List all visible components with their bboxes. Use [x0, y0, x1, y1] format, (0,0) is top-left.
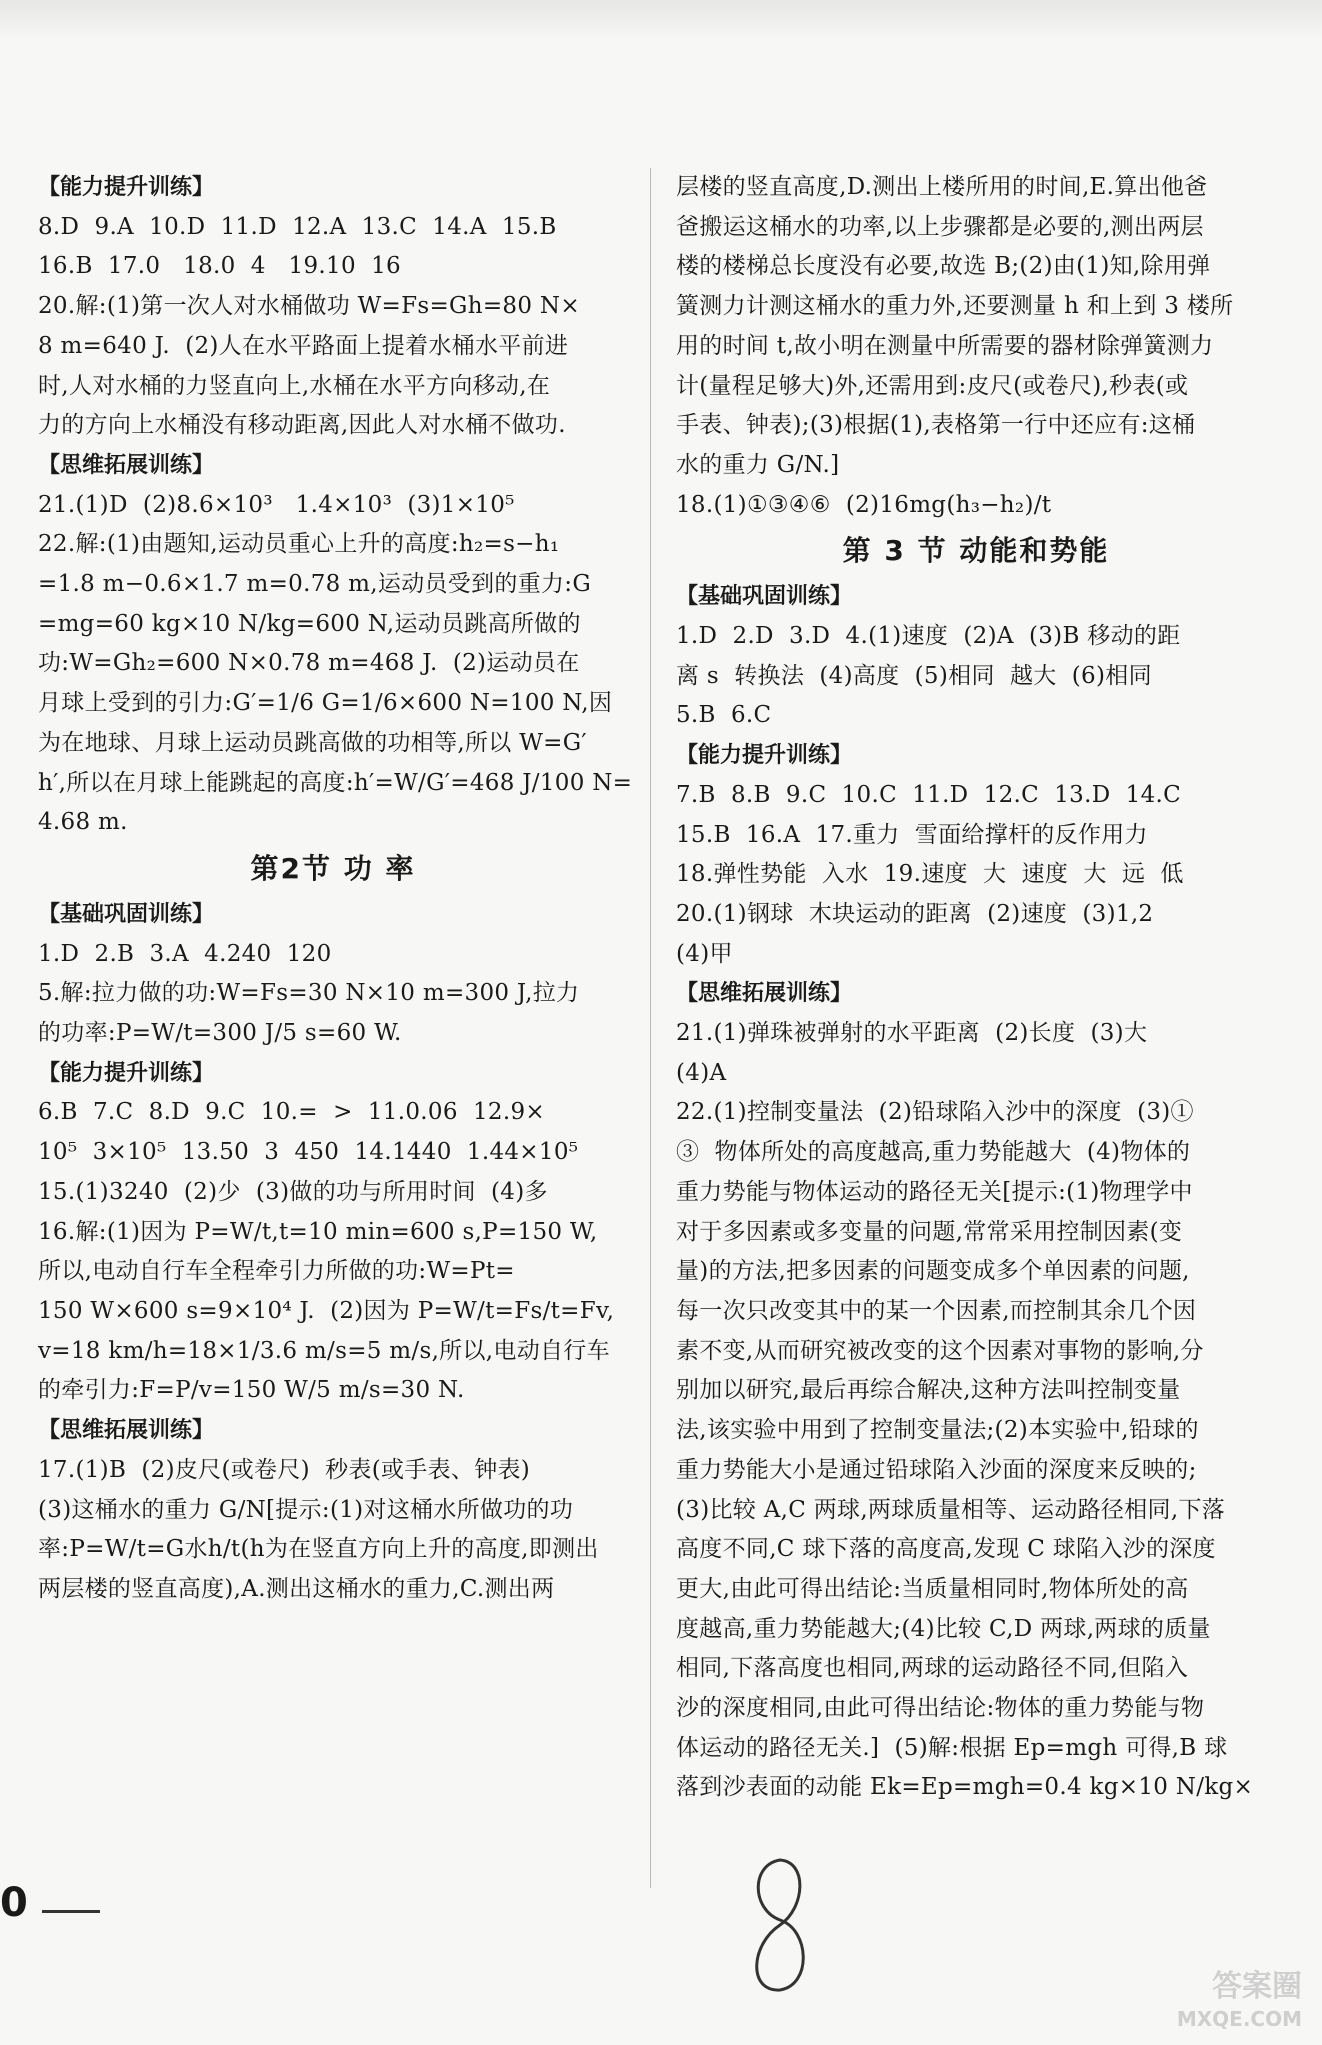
answer-line: 沙的深度相同,由此可得出结论:物体的重力势能与物 [676, 1695, 1205, 1722]
section-heading: 【能力提升训练】 [38, 1060, 215, 1086]
answer-line: 的功率:P=W/t=300 J/5 s=60 W. [38, 1020, 402, 1047]
chapter-section-title: 第 3 节 动能和势能 [842, 534, 1110, 568]
answer-line: 重力势能与物体运动的路径无关[提示:(1)物理学中 [676, 1178, 1193, 1205]
answer-line: h′,所以在月球上能跳起的高度:h′=W/G′=468 J/100 N= [38, 769, 633, 796]
answer-line: (3)这桶水的重力 G/N[提示:(1)对这桶水所做功的功 [38, 1496, 574, 1523]
answer-line: 相同,下落高度也相同,两球的运动路径不同,但陷入 [676, 1655, 1189, 1682]
answer-line: 楼的楼梯总长度没有必要,故选 B;(2)由(1)知,除用弹 [676, 253, 1211, 280]
answer-line: 爸搬运这桶水的功率,以上步骤都是必要的,测出两层 [676, 213, 1204, 240]
answer-line: 力的方向上水桶没有移动距离,因此人对水桶不做功. [38, 412, 566, 439]
watermark-text: 答案圈 [1212, 1969, 1302, 2004]
answer-line: 两层楼的竖直高度),A.测出这桶水的重力,C.测出两 [38, 1575, 555, 1602]
scan-edge [0, 0, 1322, 40]
watermark-logo [1177, 1971, 1302, 2035]
answer-line: 体运动的路径无关.] (5)解:根据 Ep=mgh 可得,B 球 [676, 1734, 1228, 1761]
answer-line: (3)比较 A,C 两球,两球质量相等、运动路径相同,下落 [676, 1496, 1226, 1523]
answer-line: 5.B 6.C [676, 702, 772, 729]
section-heading: 【思维拓展训练】 [676, 981, 853, 1007]
answer-line: 月球上受到的引力:G′=1/6 G=1/6×600 N=100 N,因 [38, 690, 613, 717]
answer-line: =mg=60 kg×10 N/kg=600 N,运动员跳高所做的 [38, 610, 581, 637]
answer-line: 素不变,从而研究被改变的这个因素对事物的影响,分 [676, 1337, 1204, 1364]
answer-line: 21.(1)弹珠被弹射的水平距离 (2)长度 (3)大 [676, 1020, 1148, 1047]
answer-line: 5.解:拉力做的功:W=Fs=30 N×10 m=300 J,拉力 [38, 980, 580, 1007]
answer-line: 7.B 8.B 9.C 10.C 11.D 12.C 13.D 14.C [676, 781, 1182, 808]
page-number-rule [42, 1910, 100, 1913]
answer-line: 重力势能大小是通过铅球陷入沙面的深度来反映的; [676, 1456, 1197, 1483]
answer-line: 10⁵ 3×10⁵ 13.50 3 450 14.1440 1.44×10⁵ [38, 1139, 579, 1166]
answer-line: 20.(1)钢球 木块运动的距离 (2)速度 (3)1,2 [676, 900, 1154, 927]
answer-line: 1.D 2.B 3.A 4.240 120 [38, 940, 332, 967]
answer-line: 17.(1)B (2)皮尺(或卷尺) 秒表(或手表、钟表) [38, 1456, 531, 1483]
answer-line: 每一次只改变其中的某一个因素,而控制其余几个因 [676, 1297, 1197, 1324]
section-heading: 【能力提升训练】 [38, 175, 215, 200]
answer-line: 离 s 转换法 (4)高度 (5)相同 越大 (6)相同 [676, 662, 1152, 689]
answer-line: 手表、钟表);(3)根据(1),表格第一行中还应有:这桶 [676, 412, 1196, 439]
answer-line: 水的重力 G/N.] [676, 451, 840, 478]
answer-line: 所以,电动自行车全程牵引力所做的功:W=Pt= [38, 1258, 515, 1285]
answer-line: 法,该实验中用到了控制变量法;(2)本实验中,铅球的 [676, 1417, 1199, 1444]
answer-line: 别加以研究,最后再综合解决,这种方法叫控制变量 [676, 1377, 1181, 1404]
answer-line: 150 W×600 s=9×10⁴ J. (2)因为 P=W/t=Fs/t=Fv, [38, 1297, 615, 1324]
answer-line: 计(量程足够大)外,还需用到:皮尺(或卷尺),秒表(或 [676, 372, 1189, 399]
answer-line: 16.解:(1)因为 P=W/t,t=10 min=600 s,P=150 W, [38, 1218, 598, 1245]
section-heading: 【基础巩固训练】 [38, 901, 215, 927]
right-column [676, 168, 1276, 1808]
section-heading: 【能力提升训练】 [676, 743, 853, 769]
answer-line: 4.68 m. [38, 809, 128, 836]
answer-line: (4)甲 [676, 940, 733, 967]
answer-line: 簧测力计测这桶水的重力外,还要测量 h 和上到 3 楼所 [676, 293, 1234, 320]
answer-line: 18.弹性势能 入水 19.速度 大 速度 大 远 低 [676, 861, 1184, 888]
answer-line: 率:P=W/t=G水h/t(h为在竖直方向上升的高度,即测出 [38, 1536, 599, 1563]
section-heading: 【思维拓展训练】 [38, 1418, 215, 1444]
page-number: 0 [0, 1880, 28, 1926]
answer-line: 更大,由此可得出结论:当质量相同时,物体所处的高 [676, 1575, 1189, 1602]
watermark-url: MXQE.COM [1176, 2007, 1302, 2031]
left-column [38, 168, 633, 1610]
answer-line: 6.B 7.C 8.D 9.C 10.= > 11.0.06 12.9× [38, 1099, 545, 1126]
answer-line: 15.B 16.A 17.重力 雪面给撑杆的反作用力 [676, 821, 1148, 848]
answer-line: 对于多因素或多变量的问题,常常采用控制因素(变 [676, 1218, 1183, 1245]
answer-line: 22.(1)控制变量法 (2)铅球陷入沙中的深度 (3)① [676, 1099, 1194, 1126]
answer-line: 高度不同,C 球下落的高度高,发现 C 球陷入沙的深度 [676, 1536, 1216, 1563]
answer-line: 15.(1)3240 (2)少 (3)做的功与所用时间 (4)多 [38, 1178, 548, 1205]
answer-line: (4)A [676, 1059, 727, 1086]
section-heading: 【思维拓展训练】 [38, 452, 215, 478]
answer-line: 的牵引力:F=P/v=150 W/5 m/s=30 N. [38, 1377, 465, 1404]
answer-line: 22.解:(1)由题知,运动员重心上升的高度:h₂=s−h₁ [38, 531, 560, 558]
answer-line: 用的时间 t,故小明在测量中所需要的器材除弹簧测力 [676, 332, 1214, 359]
chapter-section-title: 第2节 功 率 [250, 851, 416, 885]
answer-line: 量)的方法,把多因素的问题变成多个单因素的问题, [676, 1258, 1190, 1285]
answer-line: 8 m=640 J. (2)人在水平路面上提着水桶水平前进 [38, 332, 569, 359]
answer-line: v=18 km/h=18×1/3.6 m/s=5 m/s,所以,电动自行车 [38, 1337, 610, 1364]
handwritten-mark [740, 1850, 820, 2004]
answer-line: =1.8 m−0.6×1.7 m=0.78 m,运动员受到的重力:G [38, 571, 592, 598]
column-divider [650, 168, 651, 1888]
answer-line: 为在地球、月球上运动员跳高做的功相等,所以 W=G′ [38, 729, 587, 756]
answer-line: 20.解:(1)第一次人对水桶做功 W=Fs=Gh=80 N× [38, 293, 580, 320]
answer-line: ③ 物体所处的高度越高,重力势能越大 (4)物体的 [676, 1139, 1191, 1166]
answer-line: 8.D 9.A 10.D 11.D 12.A 13.C 14.A 15.B [38, 213, 557, 240]
answer-line: 21.(1)D (2)8.6×10³ 1.4×10³ (3)1×10⁵ [38, 491, 515, 518]
answer-line: 16.B 17.0 18.0 4 19.10 16 [38, 253, 401, 280]
answer-line: 1.D 2.D 3.D 4.(1)速度 (2)A (3)B 移动的距 [676, 623, 1181, 650]
answer-line: 时,人对水桶的力竖直向上,水桶在水平方向移动,在 [38, 372, 551, 399]
answer-line: 18.(1)①③④⑥ (2)16mg(h₃−h₂)/t [676, 491, 1052, 518]
section-heading: 【基础巩固训练】 [676, 584, 853, 610]
answer-line: 落到沙表面的动能 Ek=Ep=mgh=0.4 kg×10 N/kg× [676, 1774, 1254, 1801]
answer-line: 层楼的竖直高度,D.测出上楼所用的时间,E.算出他爸 [676, 174, 1208, 200]
answer-line: 度越高,重力势能越大;(4)比较 C,D 两球,两球的质量 [676, 1615, 1211, 1642]
answer-line: 功:W=Gh₂=600 N×0.78 m=468 J. (2)运动员在 [38, 650, 580, 677]
